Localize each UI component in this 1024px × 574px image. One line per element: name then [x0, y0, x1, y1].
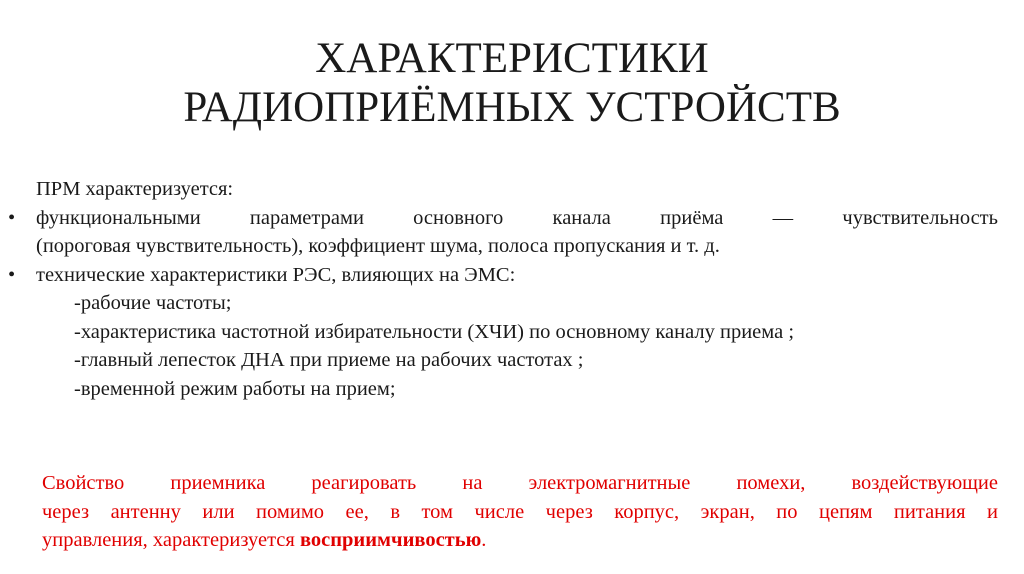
sub-item: -рабочие частоты; [74, 292, 232, 314]
slide-body [8, 175, 998, 403]
slide-title [100, 34, 924, 132]
intro-text: ПРМ характеризуется: [36, 178, 234, 200]
note-text: управления, характеризуется [42, 529, 300, 551]
note-line [42, 526, 998, 555]
slide-title-line-2: РАДИОПРИЁМНЫХ УСТРОЙСТВ [183, 84, 841, 131]
slide-title-line-1: ХАРАКТЕРИСТИКИ [315, 35, 709, 82]
bullet-dot-icon: • [8, 206, 16, 229]
bullet-item-functional [8, 204, 998, 261]
susceptibility-note [42, 469, 998, 555]
bullet-item-technical [8, 261, 998, 290]
bullet-line: технические характеристики РЭС, влияющих на ЭМС: [36, 263, 516, 286]
note-key-term: восприимчивостью [299, 529, 482, 551]
sub-item: -временной режим работы на прием; [74, 377, 396, 400]
note-text: . [481, 529, 487, 551]
sub-item: -характеристика частотной избирательности (ХЧИ) по основному каналу приема ; [74, 320, 795, 343]
note-line: через антенну или помимо ее, в том числе через корпус, экран, по цепям питания и [42, 500, 998, 523]
bullet-dot-icon: • [8, 263, 16, 286]
bullet-line: (пороговая чувствительность), коэффициент шума, полоса пропускания и т. д. [36, 235, 720, 257]
note-line: Свойство приемника реагировать на электромагнитные помехи, воздействующие [42, 472, 998, 494]
bullet-line: функциональными параметрами основного канала приёма — чувствительность [36, 206, 998, 229]
sub-item: -главный лепесток ДНА при приеме на рабочих частотах ; [74, 349, 584, 371]
